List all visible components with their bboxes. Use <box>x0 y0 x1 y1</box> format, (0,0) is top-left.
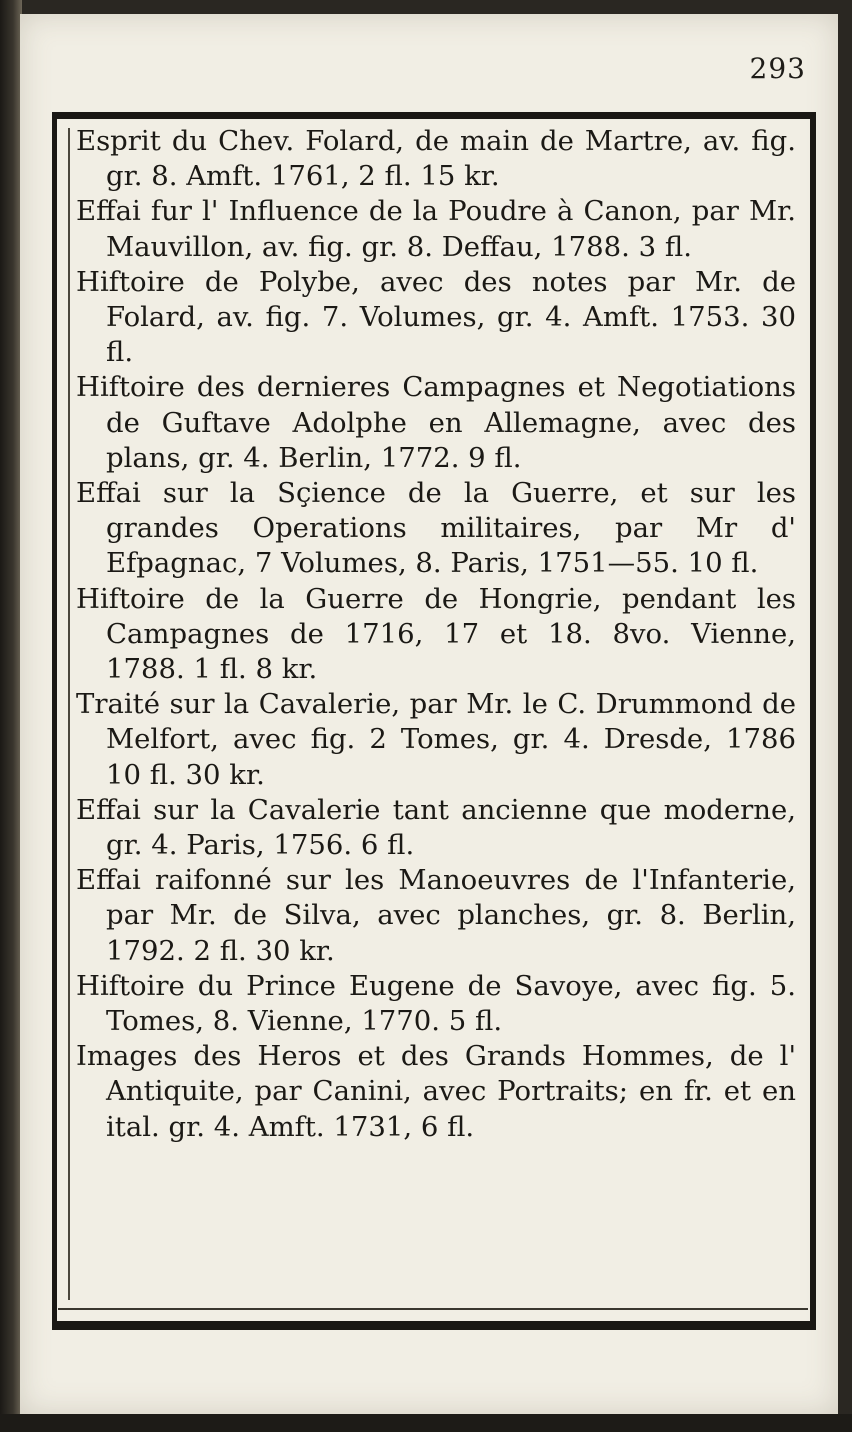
inner-rule-bottom <box>58 1308 808 1310</box>
book-entry: Hiftoire de Polybe, avec des notes par Mr. de Folard, av. fig. 7. Volumes, gr. 4. Amft. 1753. 30 fl. <box>76 265 796 369</box>
book-entry: Effai raifonné sur les Manoeuvres de l'Infanterie, par Mr. de Silva, avec planches, gr. 8. Berlin, 1792. 2 fl. 30 kr. <box>76 864 796 967</box>
book-entry: Effai sur la Cavalerie tant ancienne que moderne, gr. 4. Paris, 1756. 6 fl. <box>76 793 796 862</box>
book-entry: Hiftoire des dernieres Campagnes et Negotiations de Guftave Adolphe en Allemagne, avec des plans, gr. 4. Berlin, 1772. 9 fl. <box>76 371 796 474</box>
book-entry: Traité sur la Cavalerie, par Mr. le C. Drummond de Melfort, avec fig. 2 Tomes, gr. 4. Dresde, 1786 10 fl. 30 kr. <box>76 688 796 791</box>
book-entry: Hiftoire de la Guerre de Hongrie, pendant les Campagnes de 1716, 17 et 18. 8vo. Vienne, 1788. 1 fl. 8 kr. <box>76 582 796 686</box>
book-entry: Images des Heros et des Grands Hommes, de l' Antiquite, par Canini, avec Portraits; en fr. et en ital. gr. 4. Amft. 1731, 6 fl. <box>76 1040 796 1143</box>
bottom-shadow <box>0 1414 852 1432</box>
binding-shadow <box>0 0 22 1432</box>
book-entry: Effai fur l' Influence de la Poudre à Canon, par Mr. Mauvillon, av. fig. gr. 8. Deffau, 1788. 3 fl. <box>76 195 796 263</box>
book-list <box>76 124 796 1145</box>
book-entry: Hiftoire du Prince Eugene de Savoye, avec fig. 5. Tomes, 8. Vienne, 1770. 5 fl. <box>76 969 796 1038</box>
page-number: 293 <box>749 52 806 85</box>
inner-rule-left <box>68 128 70 1300</box>
book-entry: Effai sur la Sçience de la Guerre, et sur les grandes Operations militaires, par Mr d' Efpagnac, 7 Volumes, 8. Paris, 1751—55. 10 fl. <box>76 477 796 580</box>
book-entry: Esprit du Chev. Folard, de main de Martre, av. fig. gr. 8. Amft. 1761, 2 fl. 15 kr. <box>76 125 796 193</box>
